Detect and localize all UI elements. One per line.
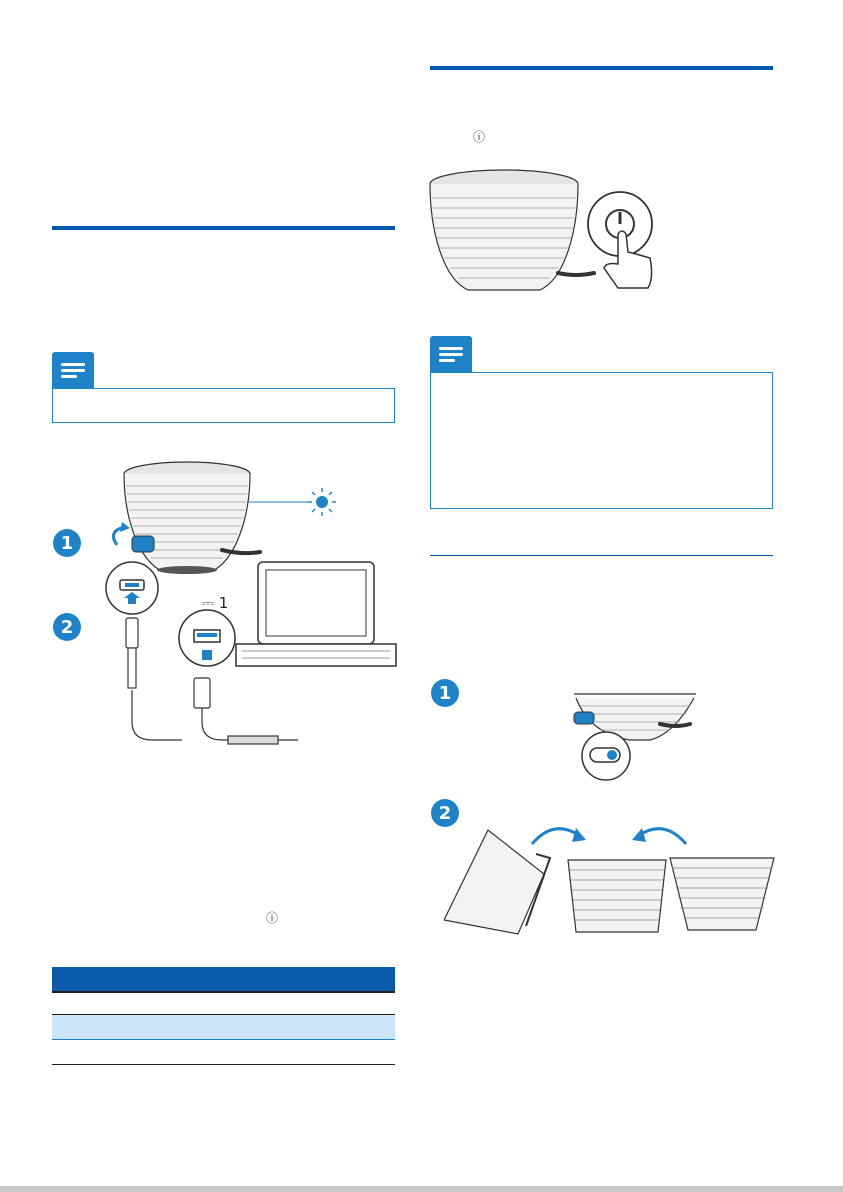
note-tab-right [430, 336, 472, 373]
section-rule-right [430, 66, 773, 70]
note-box-right [430, 372, 773, 509]
note-tab-left [52, 352, 94, 389]
led-indicator-icon [247, 488, 336, 516]
note-icon [52, 352, 94, 389]
rotation-illustration [444, 814, 784, 940]
usb-port-icon [179, 610, 235, 666]
toggle-switch-icon [582, 732, 630, 780]
micro-usb-port-icon [106, 562, 158, 614]
info-table [52, 967, 395, 1065]
note-box-left [52, 388, 395, 423]
speaker-front-image [568, 860, 666, 932]
table-row [52, 993, 395, 1015]
step-badge-1-right: 1 [431, 679, 459, 707]
table-header [52, 967, 395, 993]
speaker-back-image [670, 858, 774, 930]
step-badge-1-left: 1 [53, 529, 81, 557]
speaker-image [124, 462, 260, 574]
power-symbol: ⓘ [266, 911, 279, 925]
section-rule-left [52, 226, 395, 230]
step-badge-2-left: 2 [53, 613, 81, 641]
speaker-image [430, 170, 594, 290]
table-row [52, 1015, 395, 1040]
dc-voltage-label: ⎓ 1 [202, 594, 229, 612]
step-badge-2-right: 2 [431, 799, 459, 827]
switch-illustration [570, 690, 700, 782]
speaker-side-image [444, 830, 550, 934]
section-rule-right-2 [430, 555, 773, 556]
table-row [52, 1040, 395, 1065]
laptop-image [236, 562, 396, 666]
page-bottom-bar [0, 1186, 843, 1192]
power-symbol-right: ⓘ [473, 130, 486, 144]
note-icon [430, 336, 472, 373]
power-on-illustration [428, 168, 668, 298]
